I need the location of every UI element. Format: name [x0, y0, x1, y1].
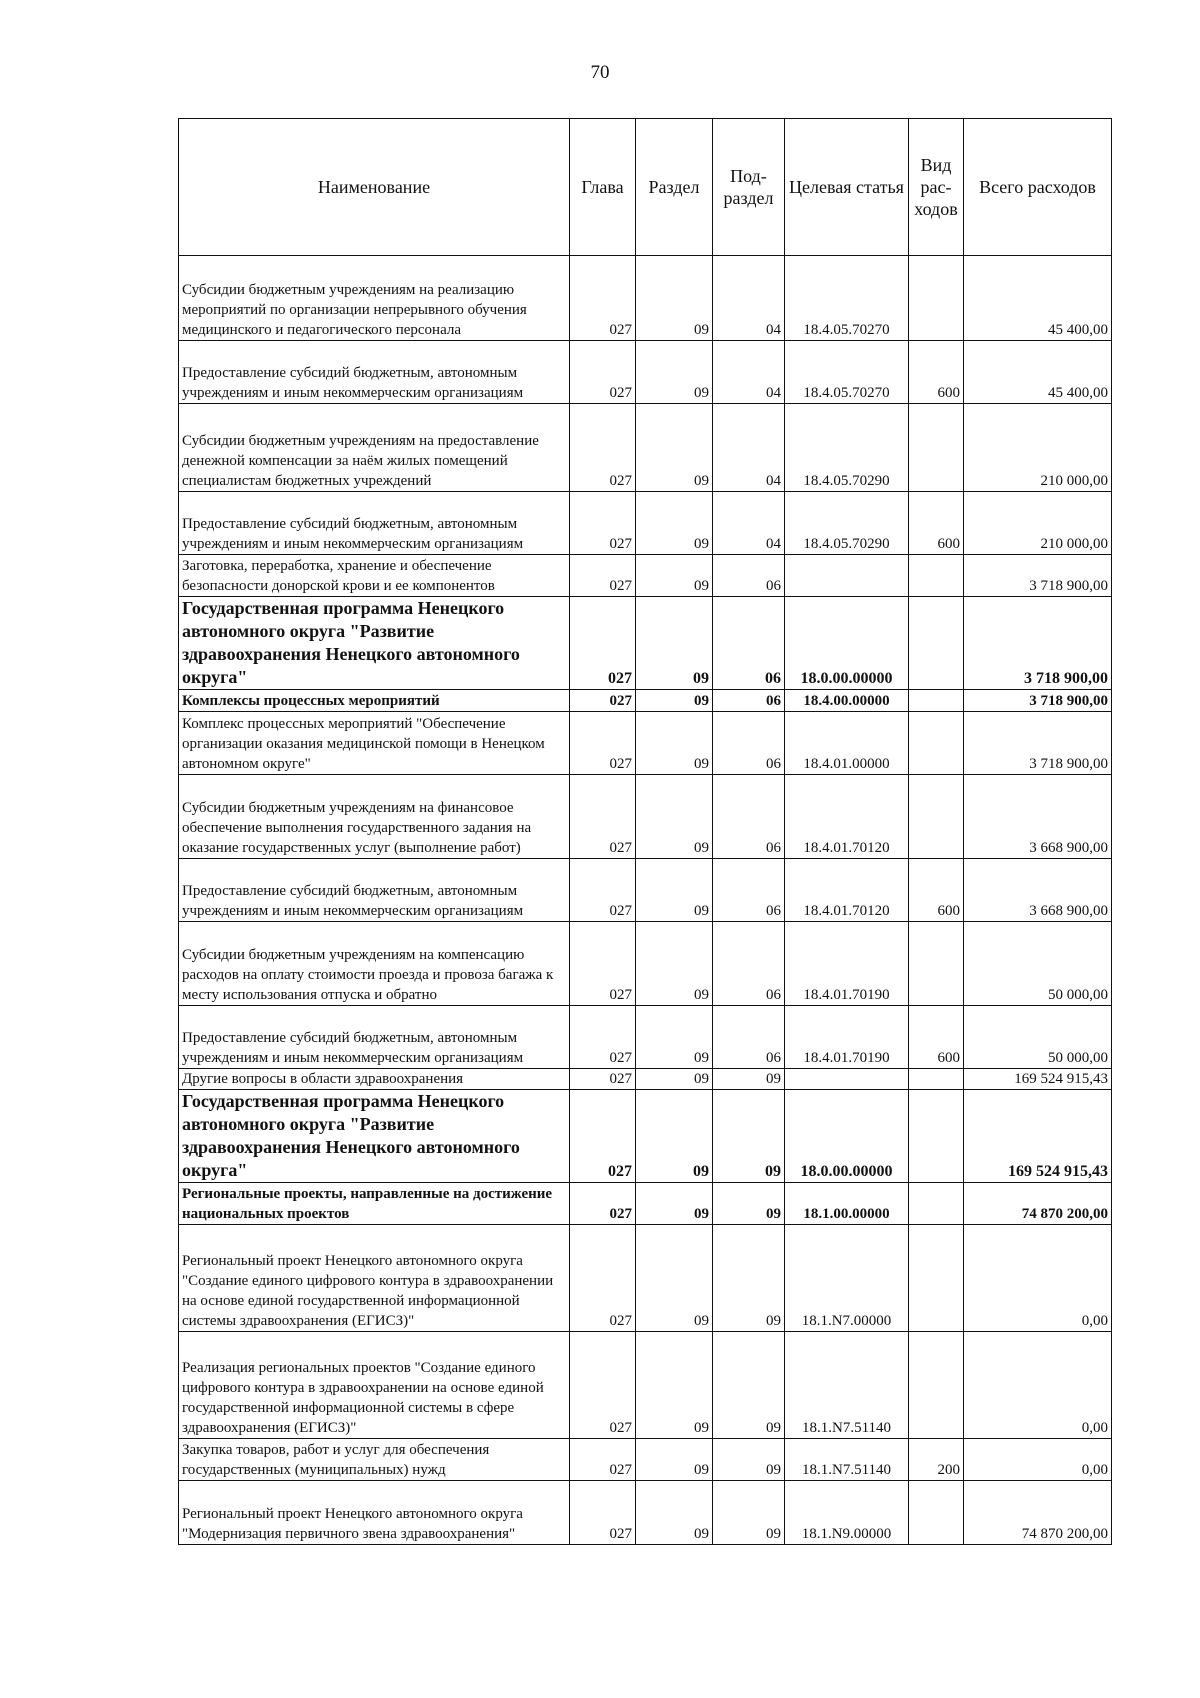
row-statya: 18.4.01.70120: [785, 859, 909, 922]
row-vid: [909, 1225, 964, 1332]
row-vid: 600: [909, 492, 964, 555]
table-row: [179, 1481, 1112, 1545]
row-razdel: 09: [636, 1090, 713, 1183]
row-podrazdel: 09: [713, 1090, 785, 1183]
row-name: Субсидии бюджетным учреждениям на предоставление денежной компенсации за наём жилых помещений специалистам бюджетных учреждений: [179, 404, 570, 492]
row-glava: 027: [570, 1481, 636, 1545]
row-razdel: 09: [636, 492, 713, 555]
header-podrazdel: Под-раздел: [713, 119, 785, 256]
row-razdel: 09: [636, 1439, 713, 1481]
row-glava: 027: [570, 555, 636, 597]
row-total: 3 718 900,00: [964, 597, 1112, 690]
row-podrazdel: 04: [713, 404, 785, 492]
row-total: 74 870 200,00: [964, 1183, 1112, 1225]
row-podrazdel: 09: [713, 1069, 785, 1090]
row-name: Предоставление субсидий бюджетным, автономным учреждениям и иным некоммерческим организациям: [179, 492, 570, 555]
row-podrazdel: 06: [713, 690, 785, 712]
row-razdel: 09: [636, 690, 713, 712]
table-row: [179, 775, 1112, 859]
row-podrazdel: 09: [713, 1225, 785, 1332]
row-podrazdel: 06: [713, 775, 785, 859]
row-vid: [909, 1183, 964, 1225]
table-row: [179, 1006, 1112, 1069]
row-vid: [909, 1481, 964, 1545]
row-total: 0,00: [964, 1439, 1112, 1481]
row-name: Государственная программа Ненецкого автономного округа "Развитие здравоохранения Ненецкого автономного округа": [179, 1090, 570, 1183]
row-vid: 600: [909, 1006, 964, 1069]
row-name: Субсидии бюджетным учреждениям на финансовое обеспечение выполнения государственного задания на оказание государственных услуг (выполнение работ): [179, 775, 570, 859]
row-statya: 18.4.01.70120: [785, 775, 909, 859]
row-vid: [909, 555, 964, 597]
row-statya: 18.1.N7.00000: [785, 1225, 909, 1332]
row-razdel: 09: [636, 597, 713, 690]
row-razdel: 09: [636, 341, 713, 404]
row-vid: 200: [909, 1439, 964, 1481]
row-glava: 027: [570, 1225, 636, 1332]
row-statya: 18.4.01.00000: [785, 712, 909, 775]
row-razdel: 09: [636, 712, 713, 775]
row-podrazdel: 06: [713, 597, 785, 690]
row-vid: [909, 1069, 964, 1090]
row-vid: [909, 256, 964, 341]
row-total: 74 870 200,00: [964, 1481, 1112, 1545]
row-name: Заготовка, переработка, хранение и обеспечение безопасности донорской крови и ее компонентов: [179, 555, 570, 597]
row-podrazdel: 06: [713, 712, 785, 775]
table-row: [179, 492, 1112, 555]
row-statya: 18.4.05.70270: [785, 341, 909, 404]
row-podrazdel: 04: [713, 341, 785, 404]
row-glava: 027: [570, 1090, 636, 1183]
row-glava: 027: [570, 1439, 636, 1481]
row-statya: 18.1.N9.00000: [785, 1481, 909, 1545]
table-header-row: [179, 119, 1112, 256]
row-name: Предоставление субсидий бюджетным, автономным учреждениям и иным некоммерческим организациям: [179, 341, 570, 404]
row-vid: [909, 1332, 964, 1439]
row-razdel: 09: [636, 404, 713, 492]
row-vid: [909, 922, 964, 1006]
row-name: Закупка товаров, работ и услуг для обеспечения государственных (муниципальных) нужд: [179, 1439, 570, 1481]
row-statya: 18.4.01.70190: [785, 922, 909, 1006]
row-glava: 027: [570, 256, 636, 341]
row-total: 50 000,00: [964, 1006, 1112, 1069]
row-podrazdel: 04: [713, 256, 785, 341]
table-row: [179, 1183, 1112, 1225]
row-vid: 600: [909, 859, 964, 922]
row-total: 0,00: [964, 1225, 1112, 1332]
table-row: [179, 1332, 1112, 1439]
row-name: Субсидии бюджетным учреждениям на реализацию мероприятий по организации непрерывного обучения медицинского и педагогического персонала: [179, 256, 570, 341]
table-row: [179, 404, 1112, 492]
row-total: 3 718 900,00: [964, 690, 1112, 712]
row-razdel: 09: [636, 256, 713, 341]
row-name: Предоставление субсидий бюджетным, автономным учреждениям и иным некоммерческим организациям: [179, 1006, 570, 1069]
row-total: 169 524 915,43: [964, 1090, 1112, 1183]
header-statya: Целевая статья: [785, 119, 909, 256]
row-glava: 027: [570, 690, 636, 712]
table-row: [179, 1069, 1112, 1090]
row-name: Региональные проекты, направленные на достижение национальных проектов: [179, 1183, 570, 1225]
header-glava: Глава: [570, 119, 636, 256]
row-total: 3 718 900,00: [964, 712, 1112, 775]
row-podrazdel: 09: [713, 1439, 785, 1481]
row-name: Государственная программа Ненецкого автономного округа "Развитие здравоохранения Ненецкого автономного округа": [179, 597, 570, 690]
row-razdel: 09: [636, 775, 713, 859]
row-vid: [909, 404, 964, 492]
row-glava: 027: [570, 341, 636, 404]
row-podrazdel: 09: [713, 1332, 785, 1439]
row-vid: [909, 690, 964, 712]
row-glava: 027: [570, 1006, 636, 1069]
row-razdel: 09: [636, 1183, 713, 1225]
row-razdel: 09: [636, 1225, 713, 1332]
row-podrazdel: 06: [713, 859, 785, 922]
budget-table: [178, 118, 1112, 1545]
row-statya: 18.0.00.00000: [785, 1090, 909, 1183]
row-razdel: 09: [636, 922, 713, 1006]
row-name: Предоставление субсидий бюджетным, автономным учреждениям и иным некоммерческим организациям: [179, 859, 570, 922]
row-total: 210 000,00: [964, 404, 1112, 492]
row-name: Другие вопросы в области здравоохранения: [179, 1069, 570, 1090]
table-row: [179, 555, 1112, 597]
row-total: 50 000,00: [964, 922, 1112, 1006]
row-total: 169 524 915,43: [964, 1069, 1112, 1090]
header-razdel: Раздел: [636, 119, 713, 256]
row-vid: [909, 1090, 964, 1183]
table-row: [179, 712, 1112, 775]
row-razdel: 09: [636, 1069, 713, 1090]
row-total: 3 718 900,00: [964, 555, 1112, 597]
row-total: 45 400,00: [964, 341, 1112, 404]
row-statya: 18.1.N7.51140: [785, 1439, 909, 1481]
row-glava: 027: [570, 1183, 636, 1225]
row-statya: 18.4.05.70290: [785, 404, 909, 492]
row-podrazdel: 04: [713, 492, 785, 555]
row-name: Субсидии бюджетным учреждениям на компенсацию расходов на оплату стоимости проезда и провоза багажа к месту использования отпуска и обратно: [179, 922, 570, 1006]
table-row: [179, 1439, 1112, 1481]
row-vid: [909, 775, 964, 859]
row-vid: 600: [909, 341, 964, 404]
row-glava: 027: [570, 859, 636, 922]
row-statya: 18.4.00.00000: [785, 690, 909, 712]
table-row: [179, 1090, 1112, 1183]
row-razdel: 09: [636, 859, 713, 922]
row-statya: 18.4.05.70290: [785, 492, 909, 555]
row-statya: 18.0.00.00000: [785, 597, 909, 690]
table-row: [179, 690, 1112, 712]
row-podrazdel: 09: [713, 1481, 785, 1545]
row-glava: 027: [570, 1069, 636, 1090]
header-vid: Вид рас-ходов: [909, 119, 964, 256]
row-razdel: 09: [636, 1481, 713, 1545]
row-podrazdel: 06: [713, 555, 785, 597]
row-statya: [785, 1069, 909, 1090]
row-statya: 18.4.05.70270: [785, 256, 909, 341]
table-row: [179, 922, 1112, 1006]
row-glava: 027: [570, 922, 636, 1006]
row-statya: [785, 555, 909, 597]
row-total: 0,00: [964, 1332, 1112, 1439]
row-glava: 027: [570, 492, 636, 555]
table-row: [179, 859, 1112, 922]
row-razdel: 09: [636, 1332, 713, 1439]
row-name: Региональный проект Ненецкого автономного округа "Модернизация первичного звена здравоохранения": [179, 1481, 570, 1545]
row-glava: 027: [570, 597, 636, 690]
row-name: Комплексы процессных мероприятий: [179, 690, 570, 712]
header-total: Всего расходов: [964, 119, 1112, 256]
row-statya: 18.1.00.00000: [785, 1183, 909, 1225]
row-razdel: 09: [636, 1006, 713, 1069]
row-total: 3 668 900,00: [964, 775, 1112, 859]
page-number: 70: [590, 62, 610, 83]
table-row: [179, 256, 1112, 341]
row-razdel: 09: [636, 555, 713, 597]
row-name: Комплекс процессных мероприятий "Обеспечение организации оказания медицинской помощи в Ненецком автономном округе": [179, 712, 570, 775]
row-podrazdel: 06: [713, 1006, 785, 1069]
row-vid: [909, 597, 964, 690]
row-total: 45 400,00: [964, 256, 1112, 341]
row-glava: 027: [570, 404, 636, 492]
header-name: Наименование: [179, 119, 570, 256]
row-statya: 18.1.N7.51140: [785, 1332, 909, 1439]
row-podrazdel: 06: [713, 922, 785, 1006]
row-podrazdel: 09: [713, 1183, 785, 1225]
row-glava: 027: [570, 712, 636, 775]
row-total: 210 000,00: [964, 492, 1112, 555]
row-vid: [909, 712, 964, 775]
table-row: [179, 341, 1112, 404]
row-glava: 027: [570, 1332, 636, 1439]
row-name: Реализация региональных проектов "Создание единого цифрового контура в здравоохранении на основе единой государственной информационной системы в сфере здравоохранения (ЕГИСЗ)": [179, 1332, 570, 1439]
row-name: Региональный проект Ненецкого автономного округа "Создание единого цифрового контура в здравоохранении на основе единой государственной информационной системы здравоохранения (ЕГИСЗ)": [179, 1225, 570, 1332]
table-row: [179, 597, 1112, 690]
row-statya: 18.4.01.70190: [785, 1006, 909, 1069]
row-glava: 027: [570, 775, 636, 859]
table-row: [179, 1225, 1112, 1332]
row-total: 3 668 900,00: [964, 859, 1112, 922]
